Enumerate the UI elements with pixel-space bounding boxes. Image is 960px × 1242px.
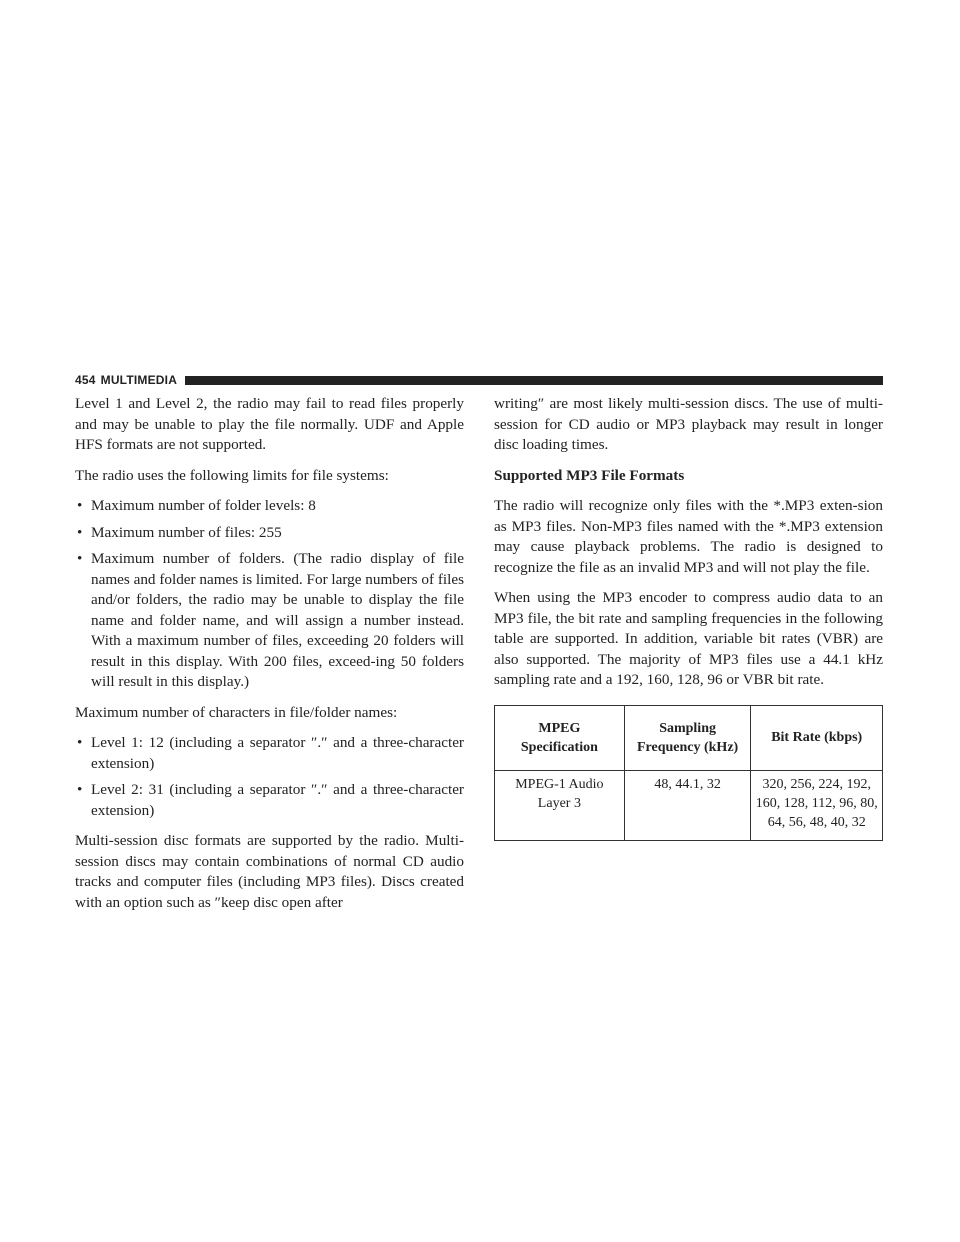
- page-header: [75, 373, 883, 387]
- column-header-sampling-frequency: Sampling Frequency (kHz): [624, 705, 751, 770]
- mp3-format-table: [494, 705, 883, 841]
- limits-list: [75, 496, 464, 693]
- mp3-recognition-paragraph: The radio will recognize only files with the *.MP3 exten-sion as MP3 files. Non-MP3 files named with the *.MP3 extension may cause playback problems. The radio is designed to recognize the file as an invalid MP3 and will not play the file.: [494, 497, 883, 576]
- list-item: • Level 1: 12 (including a separator ″.″ and a three-character extension): [77, 734, 464, 772]
- bullet-icon: •: [77, 734, 83, 751]
- cell-mpeg-spec: MPEG-1 Audio Layer 3: [495, 770, 625, 840]
- cell-sampling-frequency: 48, 44.1, 32: [624, 770, 751, 840]
- bullet-icon: •: [77, 550, 83, 567]
- chars-lead: Maximum number of characters in file/folder names:: [75, 703, 398, 721]
- bullet-icon: •: [77, 497, 83, 514]
- continuation-paragraph: writing″ are most likely multi-session discs. The use of multi-session for CD audio or MP3 playback may result in longer disc loading times.: [494, 395, 883, 453]
- column-header-mpeg-spec: MPEG Specification: [495, 705, 625, 770]
- table-row: [495, 770, 883, 840]
- right-column: [494, 394, 883, 841]
- limits-lead: The radio uses the following limits for file systems:: [75, 466, 389, 484]
- bullet-icon: •: [77, 523, 83, 541]
- section-heading: Supported MP3 File Formats: [494, 466, 685, 484]
- header-rule: [185, 376, 883, 385]
- multisession-paragraph: Multi-session disc formats are supported by the radio. Multi-session discs may contain combinations of normal CD audio tracks and computer files (including MP3 files). Discs created with an option such as ″keep disc open after: [75, 832, 464, 911]
- list-item: • Maximum number of folder levels: 8: [75, 496, 464, 517]
- intro-paragraph: Level 1 and Level 2, the radio may fail to read files properly and may be unable to play the file normally. UDF and Apple HFS formats are not supported.: [75, 395, 464, 453]
- cell-bit-rate: 320, 256, 224, 192, 160, 128, 112, 96, 80, 64, 56, 48, 40, 32: [751, 770, 883, 840]
- table-header-row: [495, 705, 883, 770]
- list-item: • Maximum number of folders. (The radio display of file names and folder names is limited. For large numbers of files and/or folders, the radio may be unable to display the file name and folder name, and will assign a number instead. With a maximum number of files, exceeding 20 folders will result in this display. With 200 files, exceed-ing 50 folders will result in this display.): [77, 550, 464, 690]
- column-header-bit-rate: Bit Rate (kbps): [751, 705, 883, 770]
- list-item: • Level 2: 31 (including a separator ″.″ and a three-character extension): [77, 781, 464, 819]
- chars-list: [75, 733, 464, 821]
- left-column: [75, 394, 464, 923]
- list-item: • Maximum number of files: 255: [75, 523, 464, 544]
- section-title: MULTIMEDIA: [100, 373, 178, 387]
- bullet-icon: •: [77, 781, 83, 798]
- page-number: 454: [75, 373, 96, 387]
- mp3-encoder-paragraph: When using the MP3 encoder to compress audio data to an MP3 file, the bit rate and sampling frequencies in the following table are supported. In addition, variable bit rates (VBR) are also supported. The majority of MP3 files use a 44.1 kHz sampling rate and a 192, 160, 128, 96 or VBR bit rate.: [494, 589, 883, 688]
